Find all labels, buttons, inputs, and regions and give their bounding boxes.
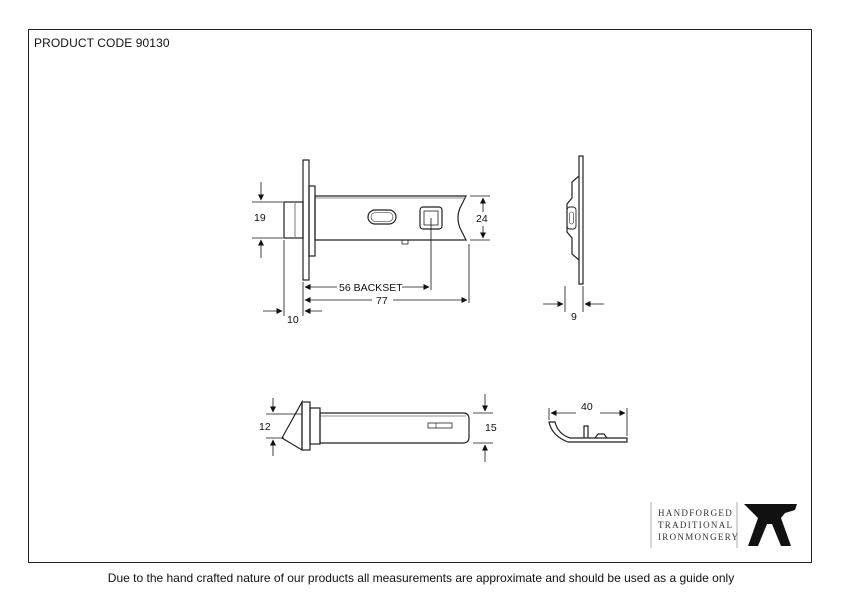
brand-logo [651,502,797,548]
logo-line-handforged: HANDFORGED [658,508,734,518]
dim-77: 77 [376,295,388,307]
logo-line-ironmongery: IRONMONGERY [658,532,740,542]
side-dimensions [543,286,604,312]
dim-10: 10 [287,314,299,326]
latch-top-view [282,402,469,450]
dim-12: 12 [259,421,271,433]
dim-15: 15 [485,422,497,434]
dim-backset: 56 BACKSET [339,282,403,294]
anvil-icon [744,504,797,546]
dim-24: 24 [476,213,488,225]
strike-view [549,422,627,442]
latch-front-view [284,160,466,280]
product-code: PRODUCT CODE 90130 [34,36,170,50]
logo-line-traditional: TRADITIONAL [658,520,734,530]
disclaimer-text: Due to the hand crafted nature of our products all measurements are approximate and should be used as a guide only [107,571,735,585]
dim-9: 9 [571,311,577,323]
dim-19: 19 [254,212,266,224]
forend-side-view [567,156,583,284]
top-dimensions [266,394,493,462]
dim-40: 40 [581,401,593,413]
